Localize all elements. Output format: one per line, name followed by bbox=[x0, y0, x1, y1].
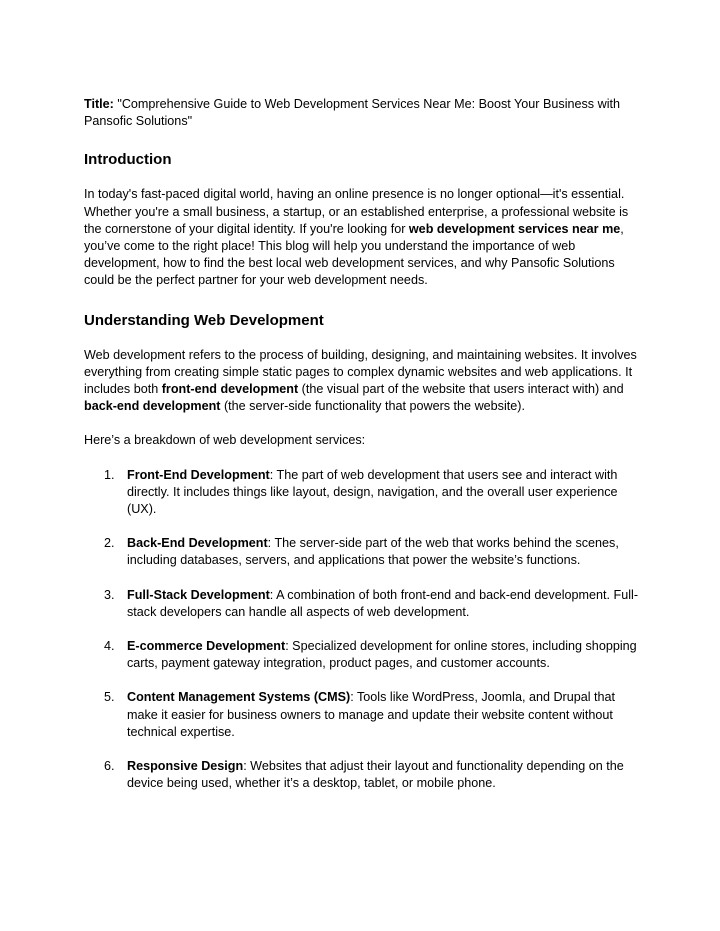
intro-text-1: In today's fast-paced digital world, having an online presence is no longer optional—it's essential. Whether you're a small business, a startup, or an established enterprise, a professional website is the cornerstone of your digital identity. If you're looking for bbox=[84, 187, 629, 236]
document-title bbox=[84, 96, 644, 130]
list-item-title: Front-End Development bbox=[127, 467, 270, 482]
list-item-desc: : A combination of both front-end and back-end development. Full-stack developers can handle all aspects of web development. bbox=[127, 587, 639, 619]
intro-text-2: , you’ve come to the right place! This blog will help you understand the importance of web development, how to find the best local web development services, and why Pansofic Solutions could be the perfect partner for your web development needs. bbox=[84, 221, 624, 288]
title-text: "Comprehensive Guide to Web Development Services Near Me: Boost Your Business with Pansofic Solutions" bbox=[84, 97, 620, 129]
document-page bbox=[84, 96, 644, 809]
list-number: 3. bbox=[104, 587, 115, 602]
list-item-title: Full-Stack Development bbox=[127, 587, 270, 602]
list-item-title: Responsive Design bbox=[127, 759, 244, 774]
understanding-text-2: (the visual part of the website that users interact with) and bbox=[298, 382, 624, 397]
list-item bbox=[84, 689, 644, 741]
list-item bbox=[84, 638, 644, 672]
understanding-text-3: (the server-side functionality that powers the website). bbox=[220, 399, 525, 414]
intro-bold-keyword: web development services near me bbox=[408, 221, 621, 236]
services-list bbox=[84, 467, 644, 793]
list-item-desc: : The part of web development that users see and interact with directly. It includes things like layout, design, navigation, and the overall user experience (UX). bbox=[127, 467, 618, 517]
introduction-heading: Introduction bbox=[84, 151, 172, 169]
introduction-paragraph bbox=[84, 186, 644, 289]
list-number: 6. bbox=[104, 759, 115, 774]
list-item-desc: : Tools like WordPress, Joomla, and Drupal that make it easier for business owners to manage and update their website content without technical expertise. bbox=[127, 690, 616, 739]
understanding-heading: Understanding Web Development bbox=[84, 311, 324, 329]
understanding-paragraph bbox=[84, 347, 644, 416]
list-item-desc: : The server-side part of the web that works behind the scenes, including databases, servers, and applications that power the website’s functions. bbox=[127, 536, 619, 568]
front-end-bold: front-end development bbox=[161, 382, 299, 397]
list-item bbox=[84, 467, 644, 519]
breakdown-intro: Here’s a breakdown of web development services: bbox=[84, 433, 366, 448]
list-item-desc: : Websites that adjust their layout and functionality depending on the device being used, whether it’s a desktop, tablet, or mobile phone. bbox=[127, 759, 624, 791]
list-number: 5. bbox=[104, 690, 115, 705]
list-item-title: Content Management Systems (CMS) bbox=[127, 690, 351, 705]
list-item bbox=[84, 758, 644, 792]
list-item bbox=[84, 587, 644, 621]
list-number: 1. bbox=[104, 467, 115, 482]
understanding-text-1: Web development refers to the process of building, designing, and maintaining websites. It involves everything from creating simple static pages to complex dynamic websites and web applications. It includes both bbox=[84, 347, 637, 397]
list-item-title: E-commerce Development bbox=[127, 639, 286, 654]
title-label: Title: bbox=[84, 97, 114, 111]
back-end-bold: back-end development bbox=[84, 399, 221, 414]
list-number: 4. bbox=[104, 639, 115, 654]
list-item-title: Back-End Development bbox=[127, 536, 268, 551]
list-item bbox=[84, 535, 644, 569]
list-item-desc: : Specialized development for online stores, including shopping carts, payment gateway integration, product pages, and customer accounts. bbox=[127, 639, 637, 671]
list-number: 2. bbox=[104, 536, 115, 551]
